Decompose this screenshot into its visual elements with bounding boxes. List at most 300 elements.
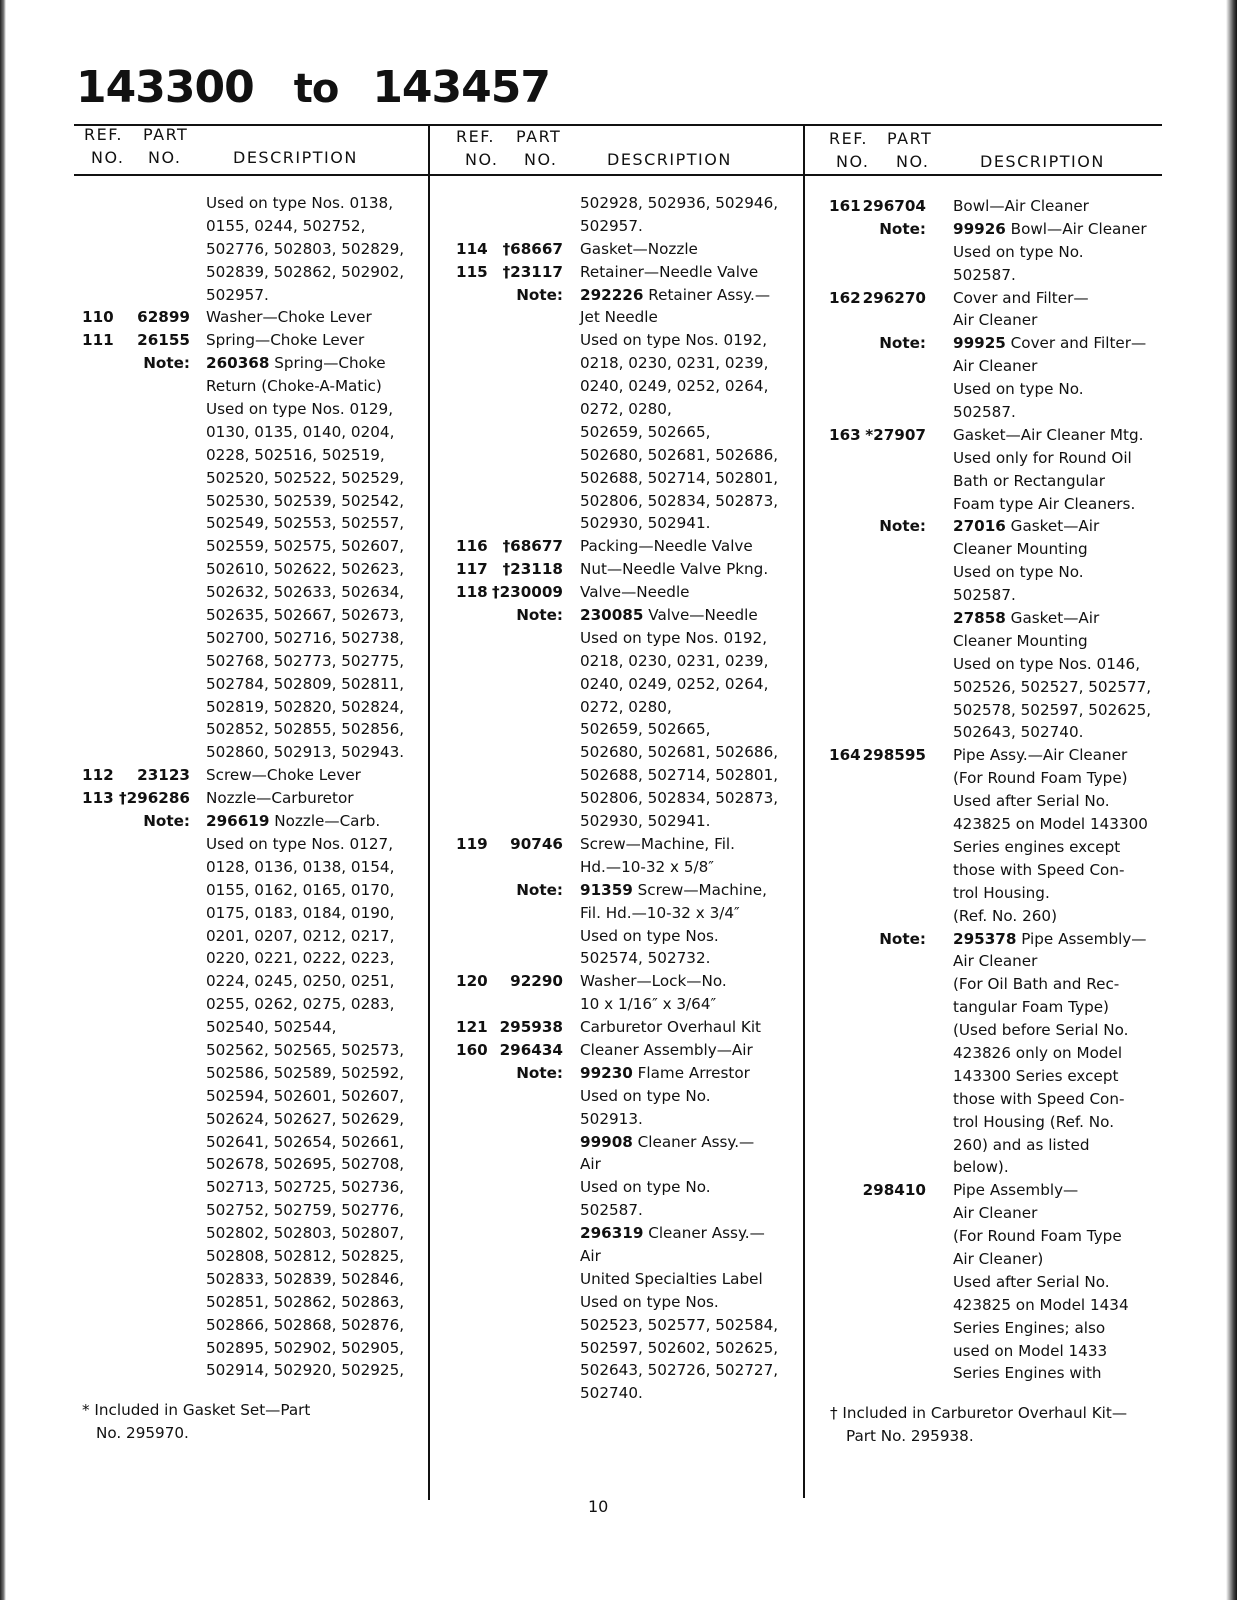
description-text: 0155, 0162, 0165, 0170, xyxy=(206,880,395,899)
description-text: tangular Foam Type) xyxy=(953,998,1109,1017)
table-row xyxy=(829,1088,1159,1111)
table-row xyxy=(82,787,422,810)
description xyxy=(580,673,768,696)
description-text: Spring—Choke xyxy=(269,354,386,373)
description-text: 0220, 0221, 0222, 0223, xyxy=(206,949,395,968)
description-text: 502523, 502577, 502584, xyxy=(580,1315,779,1334)
description-text: 502740. xyxy=(580,1384,643,1403)
description-text: Used on type Nos. 0127, xyxy=(206,834,394,853)
table-row xyxy=(456,741,796,764)
table-row xyxy=(456,673,796,696)
table-row xyxy=(82,1131,422,1154)
description-text: Air Cleaner xyxy=(953,357,1038,376)
table-row xyxy=(829,401,1159,424)
table-row xyxy=(456,696,796,719)
description xyxy=(953,195,1089,218)
note-label: Note: xyxy=(879,517,926,536)
table-row xyxy=(829,1225,1159,1248)
description xyxy=(953,721,1083,744)
table-row xyxy=(456,581,796,604)
description-text: Used on type No. xyxy=(580,1178,711,1197)
table-row xyxy=(829,470,1159,493)
alt-part-number: 230085 xyxy=(580,606,644,625)
description-text: 502659, 502665, xyxy=(580,422,711,441)
description-text: United Specialties Label xyxy=(580,1269,763,1288)
description xyxy=(206,879,394,902)
description xyxy=(206,398,393,421)
description-text: 502678, 502695, 502708, xyxy=(206,1155,405,1174)
description-text: 502587. xyxy=(953,265,1016,284)
table-row xyxy=(829,1248,1159,1271)
description xyxy=(580,467,778,490)
table-row xyxy=(456,1039,796,1062)
table-row xyxy=(829,859,1159,882)
description-text: Used after Serial No. xyxy=(953,792,1110,811)
description-text: Nut—Needle Valve Pkng. xyxy=(580,560,769,579)
part-number: 62899 xyxy=(137,308,190,327)
description-text: 502587. xyxy=(580,1201,643,1220)
description-text: 502957. xyxy=(206,285,269,304)
table-row xyxy=(456,352,796,375)
description xyxy=(206,192,393,215)
parts-column-2 xyxy=(456,192,796,1405)
alt-part-number: 296319 xyxy=(580,1224,644,1243)
description xyxy=(953,493,1135,516)
description-text: Pipe Assembly— xyxy=(953,1181,1079,1200)
ref-number: 118 xyxy=(456,583,488,602)
description-text: Air Cleaner) xyxy=(953,1249,1044,1268)
table-row xyxy=(82,1153,422,1176)
description-text: 502586, 502589, 502592, xyxy=(206,1063,405,1082)
column-divider-1 xyxy=(428,124,430,1500)
description-text: 0130, 0135, 0140, 0204, xyxy=(206,422,395,441)
description xyxy=(206,650,404,673)
description xyxy=(953,859,1124,882)
title-to: to xyxy=(293,66,339,112)
description xyxy=(206,925,394,948)
table-row xyxy=(82,993,422,1016)
table-row xyxy=(456,238,796,261)
description-text: 0155, 0244, 502752, xyxy=(206,216,366,235)
description-text: (For Round Foam Type xyxy=(953,1227,1122,1246)
description xyxy=(953,584,1016,607)
description xyxy=(953,1042,1122,1065)
description-text: Used on type No. xyxy=(953,380,1084,399)
description-text: Used after Serial No. xyxy=(953,1272,1110,1291)
description-text: Valve—Needle xyxy=(580,583,690,602)
description xyxy=(206,1245,404,1268)
description xyxy=(206,947,394,970)
header-bottom-rule xyxy=(74,174,1162,176)
table-row xyxy=(829,813,1159,836)
table-row xyxy=(456,1245,796,1268)
description-text: those with Speed Con- xyxy=(953,860,1125,879)
table-row xyxy=(456,1108,796,1131)
table-row xyxy=(829,264,1159,287)
table-row xyxy=(456,764,796,787)
table-row xyxy=(829,493,1159,516)
table-row xyxy=(82,192,422,215)
description-text: Bath or Rectangular xyxy=(953,471,1105,490)
table-row xyxy=(456,1314,796,1337)
description xyxy=(580,329,767,352)
description-text: 502914, 502920, 502925, xyxy=(206,1361,405,1380)
description-text: 502851, 502862, 502863, xyxy=(206,1292,405,1311)
description xyxy=(953,1179,1078,1202)
description-text: Foam type Air Cleaners. xyxy=(953,494,1136,513)
note-label: Note: xyxy=(879,929,926,948)
note-label: Note: xyxy=(516,606,563,625)
description-text: Used only for Round Oil xyxy=(953,448,1132,467)
table-row xyxy=(456,993,796,1016)
table-row xyxy=(456,421,796,444)
ref-number: 116 xyxy=(456,537,488,556)
description xyxy=(953,1111,1114,1134)
description-text: 0228, 502516, 502519, xyxy=(206,445,385,464)
description xyxy=(953,1271,1110,1294)
description-text: Gasket—Air xyxy=(1005,609,1100,628)
description xyxy=(580,375,768,398)
description xyxy=(953,332,1146,355)
description xyxy=(953,813,1148,836)
description-text: 502768, 502773, 502775, xyxy=(206,651,405,670)
description xyxy=(206,375,382,398)
description xyxy=(580,558,768,581)
table-row xyxy=(456,467,796,490)
description-text: Used on type No. xyxy=(580,1086,711,1105)
ref-number: 117 xyxy=(456,560,488,579)
table-row xyxy=(456,284,796,307)
table-row xyxy=(829,1271,1159,1294)
description-text: 502587. xyxy=(953,586,1016,605)
description xyxy=(580,902,740,925)
ref-number: 115 xyxy=(456,262,488,281)
description xyxy=(953,515,1099,538)
description xyxy=(953,1294,1129,1317)
description xyxy=(953,264,1016,287)
description xyxy=(580,741,778,764)
description xyxy=(580,856,714,879)
table-row xyxy=(456,1199,796,1222)
description-text: Fil. Hd.—10-32 x 3/4″ xyxy=(580,903,740,922)
description-text: Nozzle—Carb. xyxy=(269,812,381,831)
header-ref-no: NO. xyxy=(465,150,499,169)
header-part: PART xyxy=(516,127,562,146)
description xyxy=(206,581,404,604)
ref-number: 121 xyxy=(456,1018,488,1037)
description xyxy=(953,470,1105,493)
description xyxy=(206,673,404,696)
description xyxy=(580,306,658,329)
table-row xyxy=(829,1317,1159,1340)
table-row xyxy=(82,925,422,948)
description xyxy=(580,787,778,810)
description xyxy=(953,607,1099,630)
table-row xyxy=(829,538,1159,561)
note-label: Note: xyxy=(879,334,926,353)
table-row xyxy=(82,1199,422,1222)
description xyxy=(206,1337,404,1360)
description-text: 0272, 0280, xyxy=(580,697,672,716)
table-row xyxy=(82,284,422,307)
description xyxy=(580,718,710,741)
description xyxy=(953,1065,1118,1088)
table-row xyxy=(82,1291,422,1314)
table-row xyxy=(82,215,422,238)
table-row xyxy=(456,375,796,398)
scan-right-edge xyxy=(1226,0,1237,1600)
table-row xyxy=(829,1294,1159,1317)
table-row xyxy=(456,490,796,513)
description xyxy=(953,973,1119,996)
description xyxy=(206,284,269,307)
header-part-no: NO. xyxy=(148,148,182,167)
description-text: Gasket—Air Cleaner Mtg. xyxy=(953,425,1144,444)
table-row xyxy=(456,627,796,650)
alt-part-number: 99926 xyxy=(953,219,1006,238)
description-text: 502802, 502803, 502807, xyxy=(206,1224,405,1243)
footnote-kit-line2: Part No. 295938. xyxy=(846,1427,974,1445)
note-label: Note: xyxy=(516,1063,563,1082)
description-text: 502806, 502834, 502873, xyxy=(580,491,779,510)
description-text: 502578, 502597, 502625, xyxy=(953,700,1152,719)
description xyxy=(206,1108,404,1131)
description-text: Nozzle—Carburetor xyxy=(206,789,354,808)
description-text: Gasket—Nozzle xyxy=(580,239,698,258)
description xyxy=(206,1062,404,1085)
description xyxy=(953,836,1120,859)
description-text: 502594, 502601, 502607, xyxy=(206,1086,405,1105)
description-text: Cleaner Mounting xyxy=(953,631,1088,650)
table-row xyxy=(82,352,422,375)
description-text: 423825 on Model 1434 xyxy=(953,1295,1129,1314)
footnote-kit-line1: † Included in Carburetor Overhaul Kit— xyxy=(830,1404,1128,1422)
description-text: Air Cleaner xyxy=(953,952,1038,971)
table-row xyxy=(829,1019,1159,1042)
description xyxy=(580,947,710,970)
table-row xyxy=(456,810,796,833)
table-row xyxy=(82,375,422,398)
description xyxy=(953,241,1084,264)
ref-number: 110 xyxy=(82,308,114,327)
description-text: Retainer—Needle Valve xyxy=(580,262,759,281)
description-text: Air xyxy=(580,1155,601,1174)
description-text: Gasket—Air xyxy=(1005,517,1100,536)
table-row xyxy=(82,1337,422,1360)
description xyxy=(580,1245,601,1268)
description-text: 502562, 502565, 502573, xyxy=(206,1040,405,1059)
description-text: 502895, 502902, 502905, xyxy=(206,1338,405,1357)
description-text: 502819, 502820, 502824, xyxy=(206,697,405,716)
ref-number: 164 xyxy=(829,746,861,765)
description xyxy=(206,1222,404,1245)
description-text: 0224, 0245, 0250, 0251, xyxy=(206,972,395,991)
description-text: those with Speed Con- xyxy=(953,1089,1125,1108)
description xyxy=(580,1222,765,1245)
description xyxy=(580,970,727,993)
ref-number: 162 xyxy=(829,288,861,307)
header-part: PART xyxy=(143,125,189,144)
table-row xyxy=(82,650,422,673)
description-text: Screw—Choke Lever xyxy=(206,766,361,785)
description-text: Cleaner Assy.— xyxy=(643,1224,765,1243)
table-row xyxy=(456,558,796,581)
table-row xyxy=(456,902,796,925)
table-row xyxy=(82,1085,422,1108)
description xyxy=(953,630,1088,653)
description-text: Jet Needle xyxy=(580,308,658,327)
table-row xyxy=(829,950,1159,973)
table-row xyxy=(456,1153,796,1176)
description xyxy=(580,1199,643,1222)
description-text: 502530, 502539, 502542, xyxy=(206,491,405,510)
header-part-no: NO. xyxy=(896,152,930,171)
description-text: 502624, 502627, 502629, xyxy=(206,1109,405,1128)
description-text: 502808, 502812, 502825, xyxy=(206,1246,405,1265)
table-row xyxy=(456,1291,796,1314)
description xyxy=(580,581,690,604)
description xyxy=(206,444,385,467)
ref-number: 160 xyxy=(456,1040,488,1059)
alt-part-number: 99230 xyxy=(580,1063,633,1082)
description xyxy=(953,905,1057,928)
description-text: 502643, 502740. xyxy=(953,723,1084,742)
table-row xyxy=(456,1359,796,1382)
note-label: Note: xyxy=(879,219,926,238)
note-label: Note: xyxy=(516,285,563,304)
description xyxy=(206,238,404,261)
part-number: †23117 xyxy=(502,262,563,281)
part-number: 296434 xyxy=(499,1040,563,1059)
table-row xyxy=(82,490,422,513)
description xyxy=(953,218,1147,241)
table-row xyxy=(82,627,422,650)
description-text: Air Cleaner xyxy=(953,311,1038,330)
ref-number: 120 xyxy=(456,972,488,991)
header-ref-no: NO. xyxy=(836,152,870,171)
description-text: Washer—Choke Lever xyxy=(206,308,372,327)
description-text: 502852, 502855, 502856, xyxy=(206,720,405,739)
alt-part-number: 260368 xyxy=(206,354,270,373)
description xyxy=(580,444,778,467)
table-row xyxy=(829,721,1159,744)
description-text: Packing—Needle Valve xyxy=(580,537,753,556)
description-text: 502957. xyxy=(580,216,643,235)
description xyxy=(953,790,1110,813)
description-text: 502610, 502622, 502623, xyxy=(206,560,405,579)
description xyxy=(580,1314,778,1337)
description-text: (For Round Foam Type) xyxy=(953,769,1128,788)
table-row xyxy=(82,1039,422,1062)
parts-column-3 xyxy=(829,195,1159,1385)
description xyxy=(953,1362,1102,1385)
table-row xyxy=(82,741,422,764)
ref-number: 114 xyxy=(456,239,488,258)
description-text: 502928, 502936, 502946, xyxy=(580,194,779,212)
ref-number: 113 xyxy=(82,789,114,808)
description xyxy=(953,309,1037,332)
table-row xyxy=(82,535,422,558)
table-row xyxy=(82,512,422,535)
table-row xyxy=(829,1202,1159,1225)
table-row xyxy=(456,718,796,741)
description-text: Flame Arrestor xyxy=(632,1063,750,1082)
table-row xyxy=(456,215,796,238)
description xyxy=(580,925,719,948)
part-number: 296270 xyxy=(862,288,926,307)
description-text: 0175, 0183, 0184, 0190, xyxy=(206,903,395,922)
description-text: trol Housing (Ref. No. xyxy=(953,1112,1115,1131)
table-row xyxy=(829,607,1159,630)
table-row xyxy=(829,332,1159,355)
description-text: Used on type Nos. 0192, xyxy=(580,331,768,350)
description-text: trol Housing. xyxy=(953,883,1050,902)
description xyxy=(953,1134,1089,1157)
description xyxy=(953,1225,1122,1248)
description-text: Air Cleaner xyxy=(953,1204,1038,1223)
description xyxy=(206,1268,404,1291)
table-row xyxy=(82,558,422,581)
table-row xyxy=(456,787,796,810)
description-text: 502930, 502941. xyxy=(580,514,711,533)
description xyxy=(580,627,767,650)
description xyxy=(580,764,778,787)
description xyxy=(953,1317,1105,1340)
table-row xyxy=(82,444,422,467)
header-ref: REF. xyxy=(456,127,495,146)
description-text: Used on type No. xyxy=(953,242,1084,261)
table-row xyxy=(82,467,422,490)
table-row xyxy=(829,1065,1159,1088)
description-text: 0272, 0280, xyxy=(580,400,672,419)
title-start-model: 143300 xyxy=(76,62,254,113)
description xyxy=(953,699,1151,722)
table-row xyxy=(456,925,796,948)
description-text: Series Engines; also xyxy=(953,1318,1106,1337)
description-text: (Ref. No. 260) xyxy=(953,906,1057,925)
header-part-no: NO. xyxy=(524,150,558,169)
description xyxy=(206,261,404,284)
table-row xyxy=(829,630,1159,653)
description xyxy=(206,902,394,925)
description-text: 502540, 502544, xyxy=(206,1018,337,1037)
description-text: 502784, 502809, 502811, xyxy=(206,674,405,693)
description xyxy=(206,810,380,833)
description-text: Screw—Machine, xyxy=(632,880,767,899)
description xyxy=(206,1199,404,1222)
table-row xyxy=(456,192,796,215)
description-text: 502866, 502868, 502876, xyxy=(206,1315,405,1334)
description-text: 502597, 502602, 502625, xyxy=(580,1338,779,1357)
table-row xyxy=(456,879,796,902)
description-text: 0240, 0249, 0252, 0264, xyxy=(580,674,769,693)
description xyxy=(206,1314,404,1337)
description-text: (Used before Serial No. xyxy=(953,1021,1129,1040)
table-row xyxy=(456,856,796,879)
description xyxy=(953,1340,1107,1363)
table-row xyxy=(82,833,422,856)
description xyxy=(580,604,758,627)
description-text: 423826 only on Model xyxy=(953,1043,1123,1062)
table-row xyxy=(829,515,1159,538)
description-text: 502641, 502654, 502661, xyxy=(206,1132,405,1151)
table-row xyxy=(456,1062,796,1085)
page-title xyxy=(76,62,550,113)
header-top-rule xyxy=(74,124,1162,126)
description-text: 502688, 502714, 502801, xyxy=(580,468,779,487)
table-row xyxy=(456,1085,796,1108)
table-row xyxy=(829,744,1159,767)
